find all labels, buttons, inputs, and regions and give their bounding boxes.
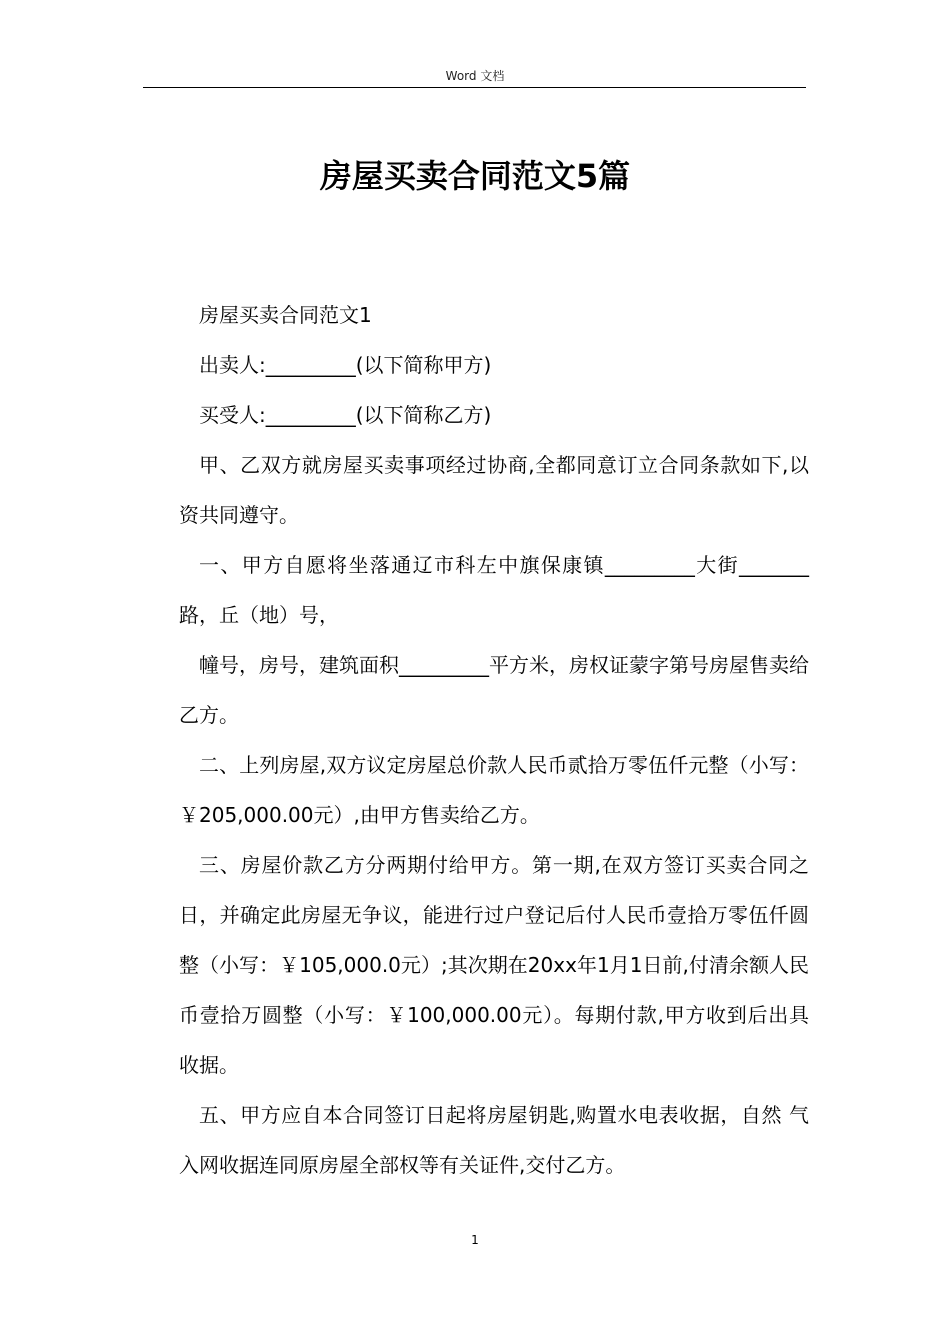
- paragraph-buyer: 买受人:_________(以下简称乙方): [199, 403, 492, 427]
- paragraph-seller: 出卖人:_________(以下简称甲方): [199, 353, 492, 377]
- paragraph-agreement: 甲、乙双方就房屋买卖事项经过协商,全都同意订立合同条款如下,以资共同遵守。: [179, 453, 809, 527]
- paragraph-section-title: 房屋买卖合同范文1: [199, 303, 372, 327]
- document-title: 房屋买卖合同范文5篇: [319, 157, 631, 195]
- header-divider: [143, 87, 806, 88]
- page-header: Word 文档: [445, 69, 505, 83]
- paragraph-clause-3-payment: 三、房屋价款乙方分两期付给甲方。第一期,在双方签订买卖合同之日，并确定此房屋无争议，能进行过户登记后付人民币壹拾万零伍仟圆整（小写：￥105,000.0元）;其次期在20xx年1月1日前,付清余额人民币壹拾万圆整（小写：￥100,000.00元）。每期付款,甲方收到后出具收据。: [179, 853, 809, 1077]
- page-number: 1: [471, 1233, 479, 1247]
- paragraph-clause-5-delivery: 五、甲方应自本合同签订日起将房屋钥匙,购置水电表收据，自然 气入网收据连同原房屋全部权等有关证件,交付乙方。: [179, 1103, 809, 1177]
- paragraph-clause-1-location: 一、甲方自愿将坐落通辽市科左中旗保康镇_________大街_______路，丘（地）号，: [179, 553, 809, 627]
- paragraph-clause-2-price: 二、上列房屋,双方议定房屋总价款人民币贰拾万零伍仟元整（小写：￥205,000.00元）,由甲方售卖给乙方。: [179, 753, 809, 827]
- document-body: [179, 290, 809, 1190]
- paragraph-clause-1-area: 幢号，房号，建筑面积_________平方米，房权证蒙字第号房屋售卖给乙方。: [179, 653, 809, 727]
